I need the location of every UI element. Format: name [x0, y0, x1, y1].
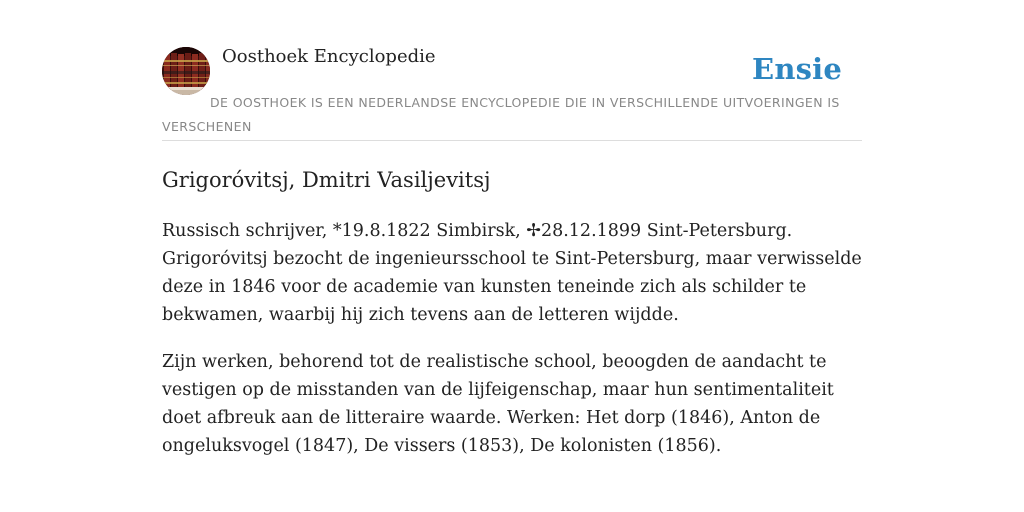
source-avatar[interactable] [162, 47, 210, 95]
source-name[interactable]: Oosthoek Encyclopedie [222, 46, 436, 67]
source-description: DE OOSTHOEK IS EEN NEDERLANDSE ENCYCLOPEDIE DIE IN VERSCHILLENDE UITVOERINGEN IS VERSCHENEN [162, 95, 840, 134]
article-paragraph: Russisch schrijver, *19.8.1822 Simbirsk, ✢28.12.1899 Sint-Petersburg. Grigoróvitsj bezocht de ingenieursschool te Sint-Petersburg, maar verwisselde deze in 1846 voor de academie van kunsten teneinde zich als schilder te bekwamen, waarbij hij zich tevens aan de letteren wijdde. [162, 221, 862, 325]
brand-logo[interactable]: Ensie [752, 52, 842, 86]
books-icon [162, 47, 210, 95]
source-header [162, 40, 862, 141]
article-paragraph: Zijn werken, behorend tot de realistische school, beoogden de aandacht te vestigen op de misstanden van de lijfeigenschap, maar hun sentimentaliteit doet afbreuk aan de litteraire waarde. Werken: Het dorp (1846), Anton de ongeluksvogel (1847), De vissers (1853), De kolonisten (1856). [162, 352, 834, 456]
article-title: Grigoróvitsj, Dmitri Vasiljevitsj [162, 168, 491, 192]
page-container [162, 40, 862, 460]
